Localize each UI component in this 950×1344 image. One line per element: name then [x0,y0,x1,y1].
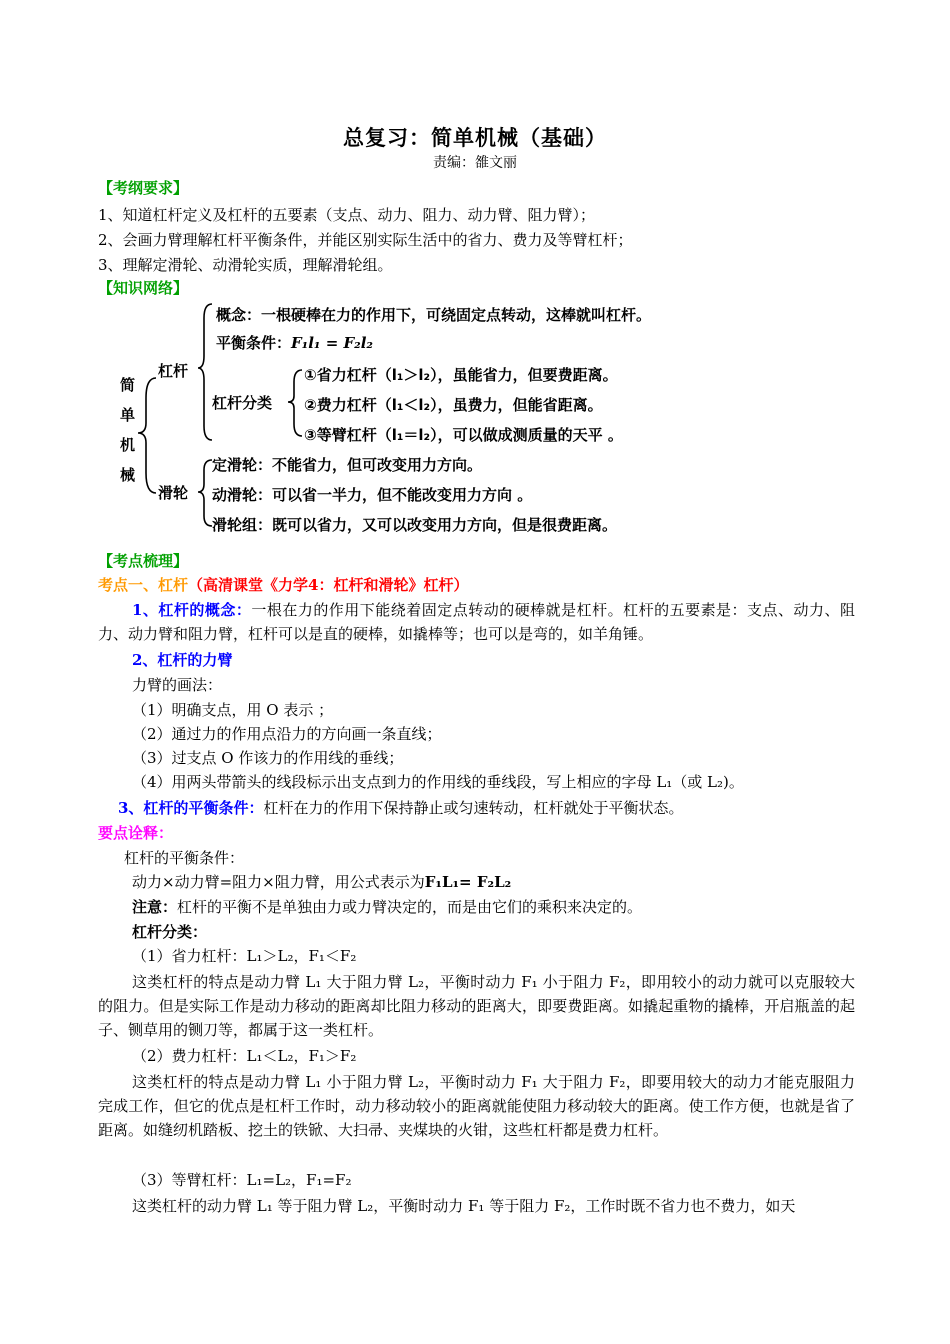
type3-paragraph: 这类杠杆的动力臂 L₁ 等于阻力臂 L₂，平衡时动力 F₁ 等于阻力 F₂，工作时既不省力也不费力，如天 [132,1197,796,1215]
outline-item: 2、会画力臂理解杠杆平衡条件，并能区别实际生活中的省力、费力及等臂杠杆； [98,231,633,249]
diagram-root-char: 单 [120,406,136,424]
point1-heading: 考点一、杠杆（高清课堂《力学4：杠杆和滑轮》杠杆） [98,576,469,594]
diagram-pulley-item: 动滑轮：可以省一半力，但不能改变用力方向 。 [212,486,533,504]
knowledge-network-diagram [112,298,752,538]
lever-arm-step: （2）通过力的作用点沿力的方向画一条直线； [132,725,442,743]
type1-paragraph: 这类杠杆的特点是动力臂 L₁ 大于阻力臂 L₂，平衡时动力 F₁ 小于阻力 F₂，即用较小的动力就可以克服较大的阻力。但是实际工作是动力移动的距离却比阻力移动的距离大，即要费距离。如撬起重物的撬棒，开启瓶盖的起子、铡草用的铡刀等，都属于这一类杠杆。 [98,973,855,1039]
diagram-lever-type: ①省力杠杆（l₁＞l₂），虽能省力，但要费距离。 [304,366,618,384]
lever-arm-step: （3）过支点 O 作该力的作用线的垂线； [132,749,404,767]
key-types-title: 杠杆分类： [132,923,208,941]
lever-arm-heading: 2、杠杆的力臂 [132,651,233,669]
outline-heading: 【考纲要求】 [98,179,189,197]
diagram-lever-type: ③等臂杠杆（l₁＝l₂），可以做成测质量的天平 。 [304,426,623,444]
network-heading: 【知识网络】 [98,279,189,297]
lever-arm-step: （4）用两头带箭头的线段标示出支点到力的作用线的垂线段，写上相应的字母 L₁（或 L₂)。 [132,773,744,791]
type2-title: （2）费力杠杆：L₁＜L₂，F₁＞F₂ [132,1047,357,1065]
editor-line: 责编：雒文丽 [433,155,517,171]
diagram-root-char: 械 [120,466,136,484]
key-formula-line: 动力×动力臂=阻力×阻力臂，用公式表示为F₁L₁= F₂L₂ [132,873,512,891]
points-heading: 【考点梳理】 [98,552,189,570]
key-balance-title: 杠杆的平衡条件： [124,849,245,867]
diagram-lever-balance: 平衡条件：F₁l₁ = F₂l₂ [216,334,374,352]
diagram-lever: 杠杆 [158,362,189,380]
lever-arm-step: （1）明确支点，用 O 表示 ； [132,701,334,719]
lever-concept-paragraph: 1、杠杆的概念：一根在力的作用下能绕着固定点转动的硬棒就是杠杆。杠杆的五要素是：支点、动力、阻力、动力臂和阻力臂，杠杆可以是直的硬棒，如撬棒等；也可以是弯的，如羊角锤。 [98,601,855,643]
diagram-lever-concept: 概念：一根硬棒在力的作用下，可绕固定点转动，这棒就叫杠杆。 [216,306,652,324]
lever-balance-line: 3、杠杆的平衡条件：杠杆在力的作用下保持静止或匀速转动，杠杆就处于平衡状态。 [118,799,684,817]
type3-title: （3）等臂杠杆：L₁=L₂，F₁=F₂ [132,1171,352,1189]
diagram-lever-type: ②费力杠杆（l₁＜l₂），虽费力，但能省距离。 [304,396,603,414]
document-title: 总复习：简单机械（基础） [343,126,607,150]
diagram-root-char: 机 [120,436,136,454]
key-note-line: 注意：杠杆的平衡不是单独由力或力臂决定的，而是由它们的乘积来决定的。 [132,898,643,916]
outline-item: 1、知道杠杆定义及杠杆的五要素（支点、动力、阻力、动力臂、阻力臂）； [98,206,596,224]
diagram-pulley-item: 定滑轮：不能省力，但可改变用力方向。 [212,456,483,474]
diagram-lever-types-label: 杠杆分类 [212,394,273,412]
lever-arm-method: 力臂的画法： [132,676,223,694]
type2-paragraph: 这类杠杆的特点是动力臂 L₁ 小于阻力臂 L₂，平衡时动力 F₁ 大于阻力 F₂，即要用较大的动力才能克服阻力完成工作，但它的优点是杠杆工作时，动力移动较小的距离就能使阻力移动较大的距离。使工作方便，也就是省了距离。如缝纫机踏板、挖土的铁锨、大扫帚、夹煤块的火钳，这些杠杆都是费力杠杆。 [98,1073,855,1139]
key-points-heading: 要点诠释： [98,824,174,842]
diagram-pulley-item: 滑轮组：既可以省力，又可以改变用力方向，但是很费距离。 [212,516,618,534]
diagram-root-char: 简 [120,376,136,394]
outline-item: 3、理解定滑轮、动滑轮实质，理解滑轮组。 [98,256,393,274]
type1-title: （1）省力杠杆：L₁＞L₂，F₁＜F₂ [132,947,357,965]
diagram-pulley: 滑轮 [158,484,189,502]
